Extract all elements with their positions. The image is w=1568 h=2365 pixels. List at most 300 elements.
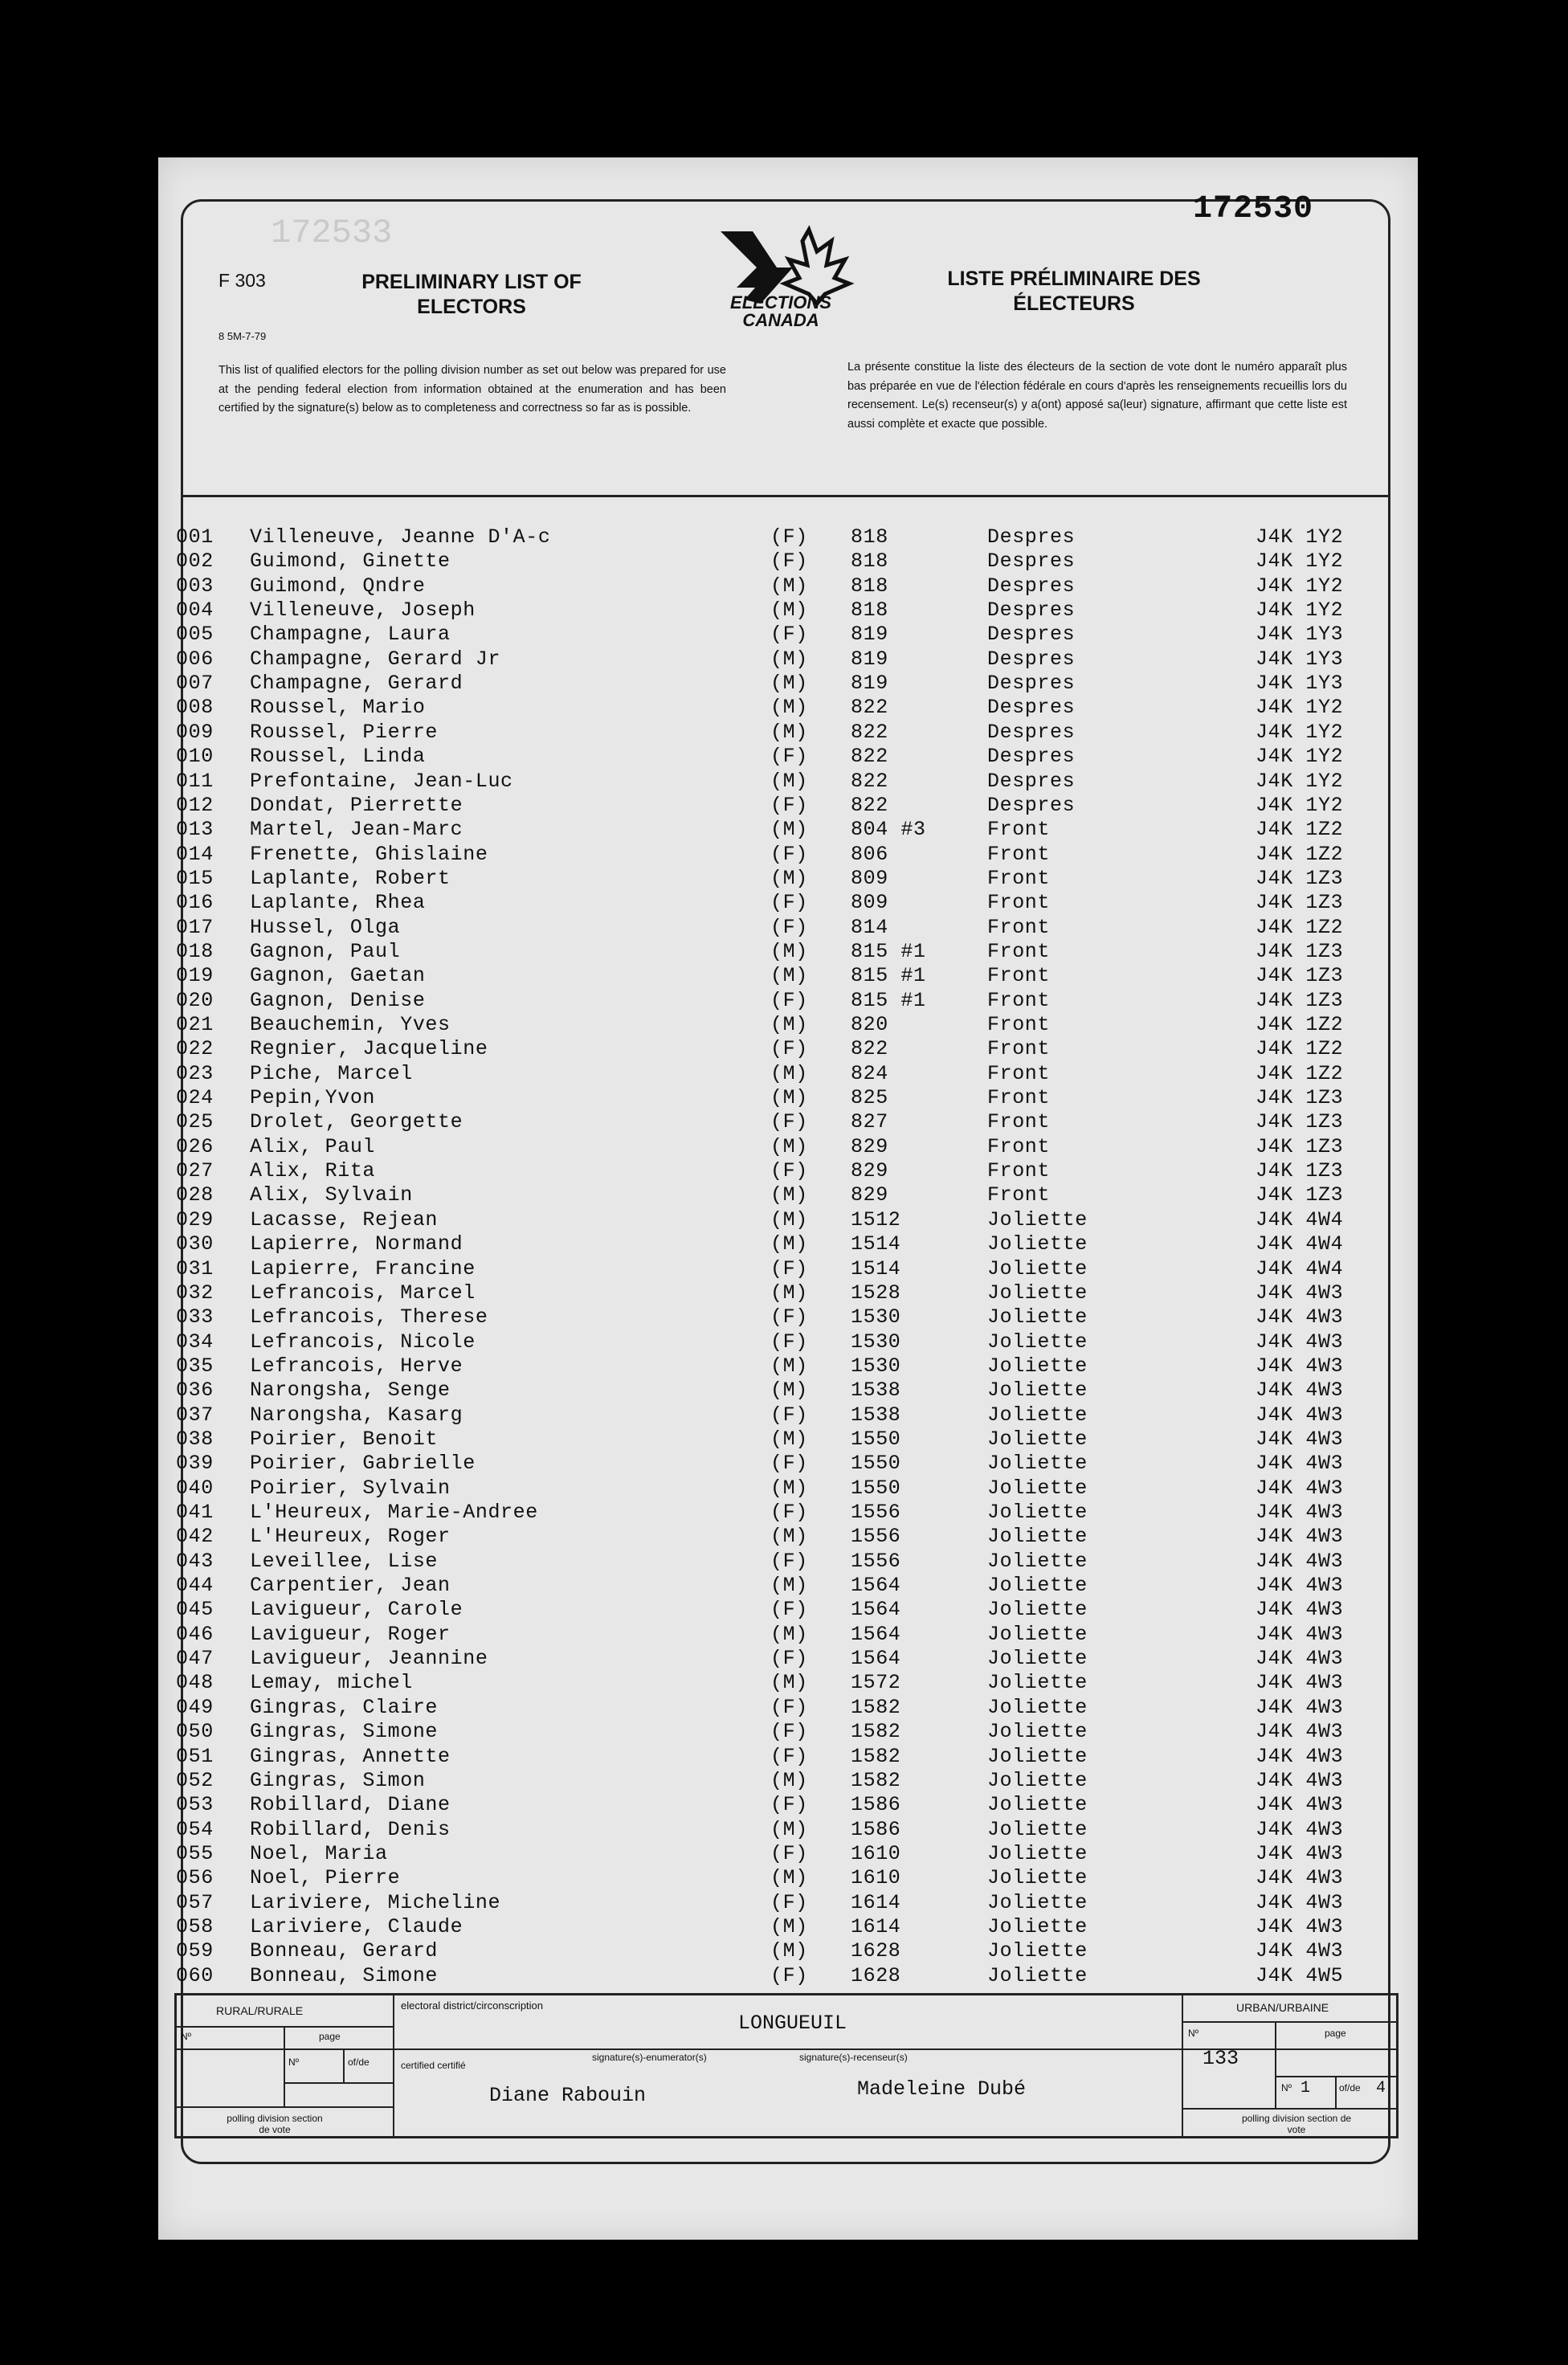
elector-street: Despres [987, 672, 1076, 696]
elector-sex: (M) [770, 939, 808, 963]
elector-number: 022 [176, 1037, 214, 1061]
document-page [158, 157, 1418, 2240]
elector-street: Joliette [987, 1939, 1088, 1963]
elector-street: Joliette [987, 1866, 1088, 1890]
elector-civic-number: 1586 [851, 1817, 901, 1841]
elector-name: Bonneau, Simone [250, 1963, 439, 1987]
elector-postal-code: J4K 4W4 [1256, 1207, 1344, 1232]
elector-row [176, 1623, 1381, 1647]
elector-postal-code: J4K 1Z3 [1256, 988, 1344, 1012]
elector-civic-number: 1582 [851, 1744, 901, 1768]
elector-postal-code: J4K 1Z2 [1256, 1061, 1344, 1085]
elector-row [176, 1550, 1381, 1574]
elector-name: Lapierre, Normand [250, 1232, 463, 1256]
urban-no-value: 133 [1203, 2047, 1239, 2070]
elector-row [176, 1037, 1381, 1061]
elector-row [176, 1013, 1381, 1037]
elector-sex: (M) [770, 1671, 808, 1695]
elector-postal-code: J4K 4W4 [1256, 1232, 1344, 1256]
elector-postal-code: J4K 4W3 [1256, 1841, 1344, 1865]
elector-civic-number: 822 [851, 696, 888, 720]
elector-name: Poirier, Gabrielle [250, 1452, 476, 1476]
elector-postal-code: J4K 4W3 [1256, 1647, 1344, 1671]
elector-postal-code: J4K 1Z3 [1256, 1134, 1344, 1158]
urban-of-label: of/de [1339, 2082, 1361, 2093]
elector-civic-number: 806 [851, 842, 888, 866]
elector-postal-code: J4K 1Y2 [1256, 720, 1344, 744]
elector-row [176, 891, 1381, 915]
elector-street: Joliette [987, 1890, 1088, 1914]
rural-of-label: of/de [348, 2057, 370, 2068]
elector-postal-code: J4K 4W3 [1256, 1598, 1344, 1622]
elector-postal-code: J4K 4W3 [1256, 1501, 1344, 1524]
elector-number: 041 [176, 1501, 214, 1524]
elector-name: Robillard, Denis [250, 1817, 451, 1841]
signature-enumerator-2: Madeleine Dubé [857, 2077, 1027, 2101]
elector-civic-number: 815 #1 [851, 988, 926, 1012]
elector-street: Despres [987, 745, 1076, 769]
elector-civic-number: 804 #3 [851, 818, 926, 842]
elector-name: Alix, Rita [250, 1159, 376, 1183]
elector-row [176, 1110, 1381, 1134]
elector-sex: (F) [770, 1037, 808, 1061]
elector-name: Lefrancois, Therese [250, 1305, 488, 1330]
elector-sex: (F) [770, 1963, 808, 1987]
urban-page-value: 1 [1301, 2079, 1311, 2097]
elector-row [176, 1891, 1381, 1915]
elector-civic-number: 1538 [851, 1379, 901, 1403]
elector-civic-number: 829 [851, 1134, 888, 1158]
elector-sex: (M) [770, 818, 808, 842]
elector-number: 030 [176, 1232, 214, 1256]
urban-page-no-label: Nº [1281, 2082, 1292, 2093]
elector-number: 057 [176, 1890, 214, 1914]
elector-number: 029 [176, 1207, 214, 1232]
elector-row [176, 1671, 1381, 1695]
elector-number: 002 [176, 549, 214, 574]
elector-name: Narongsha, Senge [250, 1379, 451, 1403]
elector-sex: (M) [770, 1768, 808, 1792]
elector-name: Narongsha, Kasarg [250, 1403, 463, 1427]
logo-wordmark: ELECTIONS CANADA [730, 292, 831, 330]
elector-name: Gingras, Annette [250, 1744, 451, 1768]
elector-number: 028 [176, 1183, 214, 1207]
elector-name: Alix, Paul [250, 1134, 376, 1158]
elector-civic-number: 1582 [851, 1720, 901, 1744]
elector-sex: (M) [770, 866, 808, 890]
elector-row [176, 1525, 1381, 1549]
intro-text-english: This list of qualified electors for the polling division number as set out below was prepared for use at the pending federal election from information obtained at the enumeration and has been certified by the signature(s) below as to completeness and correctness so far as is possible. [218, 364, 726, 415]
elector-street: Joliette [987, 1403, 1088, 1427]
elector-sex: (M) [770, 1061, 808, 1085]
elector-row [176, 1281, 1381, 1305]
elector-civic-number: 1582 [851, 1695, 901, 1719]
elector-postal-code: J4K 1Z3 [1256, 939, 1344, 963]
elector-postal-code: J4K 4W3 [1256, 1379, 1344, 1403]
elector-postal-code: J4K 1Y2 [1256, 525, 1344, 549]
elector-sex: (M) [770, 1427, 808, 1451]
elector-postal-code: J4K 1Y2 [1256, 696, 1344, 720]
elector-civic-number: 1550 [851, 1452, 901, 1476]
elector-sex: (M) [770, 598, 808, 623]
elector-civic-number: 1564 [851, 1647, 901, 1671]
elector-street: Joliette [987, 1354, 1088, 1378]
elector-sex: (F) [770, 1744, 808, 1768]
elector-sex: (F) [770, 915, 808, 939]
elector-number: 024 [176, 1086, 214, 1110]
elector-sex: (F) [770, 1890, 808, 1914]
elector-sex: (M) [770, 720, 808, 744]
elector-street: Joliette [987, 1793, 1088, 1817]
elector-street: Joliette [987, 1379, 1088, 1403]
elector-sex: (F) [770, 1549, 808, 1573]
elector-sex: (M) [770, 1013, 808, 1036]
elector-postal-code: J4K 4W3 [1256, 1695, 1344, 1719]
elector-sex: (M) [770, 1914, 808, 1938]
elector-street: Front [987, 842, 1051, 866]
elector-street: Joliette [987, 1841, 1088, 1865]
elector-row [176, 1257, 1381, 1281]
district-value: LONGUEUIL [738, 2012, 847, 2035]
elector-civic-number: 1538 [851, 1403, 901, 1427]
elector-street: Despres [987, 720, 1076, 744]
elector-civic-number: 829 [851, 1183, 888, 1207]
rural-page-no-label: Nº [288, 2057, 300, 2068]
elector-civic-number: 1514 [851, 1232, 901, 1256]
elector-number: 060 [176, 1963, 214, 1987]
title-french: LISTE PRÉLIMINAIRE DES ÉLECTEURS [947, 268, 1201, 315]
elector-name: Lacasse, Rejean [250, 1207, 439, 1232]
elector-civic-number: 1556 [851, 1549, 901, 1573]
elector-number: 018 [176, 939, 214, 963]
elector-sex: (F) [770, 1841, 808, 1865]
elector-name: Bonneau, Gerard [250, 1939, 439, 1963]
elector-sex: (F) [770, 549, 808, 574]
elector-number: 016 [176, 891, 214, 915]
elector-row [176, 1183, 1381, 1207]
elector-civic-number: 1564 [851, 1622, 901, 1646]
elector-street: Joliette [987, 1817, 1088, 1841]
elector-number: 037 [176, 1403, 214, 1427]
elector-number: 044 [176, 1574, 214, 1598]
elector-row [176, 794, 1381, 818]
elector-name: Martel, Jean-Marc [250, 818, 463, 842]
elector-number: 009 [176, 720, 214, 744]
elector-number: 042 [176, 1525, 214, 1549]
elector-sex: (M) [770, 1525, 808, 1549]
elector-sex: (F) [770, 1598, 808, 1622]
elector-number: 050 [176, 1720, 214, 1744]
elector-sex: (M) [770, 769, 808, 793]
elector-name: Hussel, Olga [250, 915, 401, 939]
elector-street: Joliette [987, 1330, 1088, 1354]
elector-name: Gingras, Claire [250, 1695, 439, 1719]
elector-street: Joliette [987, 1647, 1088, 1671]
elector-name: Roussel, Linda [250, 745, 426, 769]
elector-row [176, 1696, 1381, 1720]
elector-number: 059 [176, 1939, 214, 1963]
elector-postal-code: J4K 1Y3 [1256, 623, 1344, 647]
elector-sex: (M) [770, 1086, 808, 1110]
elector-name: Villeneuve, Joseph [250, 598, 476, 623]
elector-street: Joliette [987, 1622, 1088, 1646]
elector-sex: (F) [770, 1647, 808, 1671]
elector-name: Drolet, Georgette [250, 1110, 463, 1134]
elector-civic-number: 1564 [851, 1574, 901, 1598]
urban-no-label: Nº [1188, 2028, 1199, 2039]
elector-civic-number: 809 [851, 866, 888, 890]
elector-postal-code: J4K 4W3 [1256, 1574, 1344, 1598]
elector-civic-number: 1550 [851, 1427, 901, 1451]
elector-postal-code: J4K 1Z3 [1256, 1159, 1344, 1183]
elector-name: Lariviere, Micheline [250, 1890, 501, 1914]
elector-name: Lavigueur, Carole [250, 1598, 463, 1622]
elector-civic-number: 1550 [851, 1476, 901, 1500]
elector-postal-code: J4K 4W3 [1256, 1427, 1344, 1451]
elector-row [176, 1964, 1381, 1988]
elector-row [176, 1818, 1381, 1842]
elector-number: 021 [176, 1013, 214, 1036]
elector-street: Despres [987, 623, 1076, 647]
elector-number: 031 [176, 1256, 214, 1281]
elector-number: 040 [176, 1476, 214, 1500]
elector-number: 033 [176, 1305, 214, 1330]
elector-number: 039 [176, 1452, 214, 1476]
elector-street: Front [987, 1013, 1051, 1036]
elector-number: 025 [176, 1110, 214, 1134]
elector-row [176, 721, 1381, 745]
elector-sex: (F) [770, 891, 808, 915]
elector-postal-code: J4K 1Y2 [1256, 793, 1344, 817]
elector-name: Robillard, Diane [250, 1793, 451, 1817]
elector-name: Roussel, Mario [250, 696, 426, 720]
urban-label: URBAN/URBAINE [1236, 2001, 1329, 2014]
elector-number: 012 [176, 793, 214, 817]
elector-sex: (F) [770, 1720, 808, 1744]
elector-street: Joliette [987, 1501, 1088, 1524]
elector-sex: (F) [770, 1330, 808, 1354]
elector-name: Villeneuve, Jeanne D'A-c [250, 525, 551, 549]
elector-name: Laplante, Rhea [250, 891, 426, 915]
elector-sex: (F) [770, 842, 808, 866]
elector-civic-number: 1556 [851, 1525, 901, 1549]
elector-row [176, 1208, 1381, 1232]
elector-row [176, 598, 1381, 623]
elector-name: L'Heureux, Marie-Andree [250, 1501, 538, 1524]
elector-street: Front [987, 866, 1051, 890]
elector-number: 006 [176, 647, 214, 671]
elector-street: Front [987, 1183, 1051, 1207]
elector-row [176, 549, 1381, 574]
elector-street: Despres [987, 525, 1076, 549]
elector-name: Leveillee, Lise [250, 1549, 439, 1573]
elector-name: Lefrancois, Marcel [250, 1281, 476, 1305]
elector-name: Champagne, Gerard [250, 672, 463, 696]
elector-street: Despres [987, 598, 1076, 623]
elector-row [176, 623, 1381, 647]
elector-civic-number: 1528 [851, 1281, 901, 1305]
elector-row [176, 989, 1381, 1013]
elector-number: 055 [176, 1841, 214, 1865]
elector-sex: (F) [770, 1695, 808, 1719]
elector-sex: (M) [770, 1183, 808, 1207]
signature-enumerator-label: signature(s)-enumerator(s) [592, 2052, 707, 2063]
elector-street: Joliette [987, 1598, 1088, 1622]
elector-number: 058 [176, 1914, 214, 1938]
elector-postal-code: J4K 1Z3 [1256, 964, 1344, 988]
elector-row [176, 1403, 1381, 1428]
elector-civic-number: 1610 [851, 1841, 901, 1865]
elector-number: 023 [176, 1061, 214, 1085]
elector-name: Poirier, Sylvain [250, 1476, 451, 1500]
elector-row [176, 696, 1381, 720]
elector-postal-code: J4K 1Y2 [1256, 574, 1344, 598]
urban-of-value: 4 [1376, 2079, 1386, 2097]
elector-civic-number: 1628 [851, 1939, 901, 1963]
elector-postal-code: J4K 4W3 [1256, 1452, 1344, 1476]
elector-sex: (M) [770, 1232, 808, 1256]
elector-sex: (M) [770, 1281, 808, 1305]
elector-postal-code: J4K 4W3 [1256, 1793, 1344, 1817]
elector-civic-number: 819 [851, 623, 888, 647]
elector-name: Dondat, Pierrette [250, 793, 463, 817]
elector-street: Front [987, 1037, 1051, 1061]
elector-postal-code: J4K 4W3 [1256, 1622, 1344, 1646]
elector-sex: (M) [770, 1574, 808, 1598]
elector-row [176, 1379, 1381, 1403]
elector-row [176, 1428, 1381, 1452]
urban-polling-label: polling division section de vote [1241, 2113, 1352, 2135]
elector-number: 004 [176, 598, 214, 623]
elector-postal-code: J4K 4W3 [1256, 1549, 1344, 1573]
elector-sex: (F) [770, 1110, 808, 1134]
elector-row [176, 818, 1381, 842]
elector-street: Joliette [987, 1671, 1088, 1695]
elector-name: Poirier, Benoit [250, 1427, 439, 1451]
elector-street: Front [987, 1134, 1051, 1158]
elector-number: 003 [176, 574, 214, 598]
elector-postal-code: J4K 4W3 [1256, 1817, 1344, 1841]
elector-number: 038 [176, 1427, 214, 1451]
elector-postal-code: J4K 4W3 [1256, 1476, 1344, 1500]
elector-postal-code: J4K 4W3 [1256, 1525, 1344, 1549]
elector-row [176, 745, 1381, 769]
elector-number: 015 [176, 866, 214, 890]
elector-sex: (F) [770, 1793, 808, 1817]
elector-sex: (M) [770, 696, 808, 720]
elector-sex: (M) [770, 1476, 808, 1500]
elector-civic-number: 1572 [851, 1671, 901, 1695]
elector-row [176, 525, 1381, 549]
elector-name: Regnier, Jacqueline [250, 1037, 488, 1061]
elector-number: 035 [176, 1354, 214, 1378]
elector-row [176, 1939, 1381, 1963]
elector-row [176, 1793, 1381, 1817]
elector-row [176, 1866, 1381, 1890]
elector-row [176, 1159, 1381, 1183]
elector-row [176, 1598, 1381, 1622]
elector-number: 010 [176, 745, 214, 769]
elector-street: Despres [987, 696, 1076, 720]
elector-number: 045 [176, 1598, 214, 1622]
elector-name: Pepin,Yvon [250, 1086, 376, 1110]
footer-form [174, 1993, 1399, 2138]
elector-name: Piche, Marcel [250, 1061, 413, 1085]
elector-street: Front [987, 915, 1051, 939]
elector-postal-code: J4K 4W4 [1256, 1256, 1344, 1281]
faded-serial-number: 172533 [271, 214, 393, 252]
serial-number: 172530 [1192, 191, 1313, 227]
elector-name: Guimond, Qndre [250, 574, 426, 598]
elector-number: 047 [176, 1647, 214, 1671]
elector-number: 052 [176, 1768, 214, 1792]
elector-postal-code: J4K 1Y2 [1256, 745, 1344, 769]
elector-civic-number: 1614 [851, 1890, 901, 1914]
elector-name: Lapierre, Francine [250, 1256, 476, 1281]
elector-row [176, 647, 1381, 672]
elector-postal-code: J4K 1Z2 [1256, 1013, 1344, 1036]
elector-civic-number: 819 [851, 647, 888, 671]
elector-row [176, 940, 1381, 964]
elector-civic-number: 815 #1 [851, 939, 926, 963]
elector-civic-number: 1628 [851, 1963, 901, 1987]
signature-enumerator-1: Diane Rabouin [489, 2084, 647, 2107]
elector-number: 011 [176, 769, 214, 793]
elector-postal-code: J4K 1Y2 [1256, 769, 1344, 793]
elector-name: Frenette, Ghislaine [250, 842, 488, 866]
elector-postal-code: J4K 1Z2 [1256, 915, 1344, 939]
elector-street: Joliette [987, 1720, 1088, 1744]
elector-postal-code: J4K 1Z3 [1256, 866, 1344, 890]
elector-number: 056 [176, 1866, 214, 1890]
elector-number: 017 [176, 915, 214, 939]
title-english: PRELIMINARY LIST OF ELECTORS [361, 271, 582, 318]
elector-sex: (M) [770, 1207, 808, 1232]
elector-row [176, 1232, 1381, 1256]
elector-sex: (M) [770, 1379, 808, 1403]
elector-street: Despres [987, 647, 1076, 671]
rural-polling-label: polling division section de vote [227, 2113, 323, 2135]
elector-name: Lefrancois, Nicole [250, 1330, 476, 1354]
elector-row [176, 574, 1381, 598]
elector-row [176, 843, 1381, 867]
elector-number: 008 [176, 696, 214, 720]
elector-number: 014 [176, 842, 214, 866]
elector-postal-code: J4K 4W3 [1256, 1744, 1344, 1768]
elector-row [176, 1842, 1381, 1866]
elector-sex: (F) [770, 623, 808, 647]
elector-number: 001 [176, 525, 214, 549]
elector-sex: (F) [770, 1501, 808, 1524]
elector-sex: (F) [770, 525, 808, 549]
elector-street: Joliette [987, 1574, 1088, 1598]
elector-postal-code: J4K 1Z2 [1256, 1037, 1344, 1061]
elector-name: Roussel, Pierre [250, 720, 439, 744]
elector-street: Front [987, 1110, 1051, 1134]
elector-name: Lavigueur, Jeannine [250, 1647, 488, 1671]
elector-name: Carpentier, Jean [250, 1574, 451, 1598]
elector-street: Joliette [987, 1452, 1088, 1476]
elector-number: 026 [176, 1134, 214, 1158]
elector-postal-code: J4K 4W3 [1256, 1671, 1344, 1695]
elector-number: 032 [176, 1281, 214, 1305]
elector-civic-number: 829 [851, 1159, 888, 1183]
signature-recenseur-label: signature(s)-recenseur(s) [799, 2052, 908, 2063]
elector-number: 027 [176, 1159, 214, 1183]
elector-civic-number: 822 [851, 1037, 888, 1061]
elector-row [176, 1330, 1381, 1354]
elector-civic-number: 1610 [851, 1866, 901, 1890]
